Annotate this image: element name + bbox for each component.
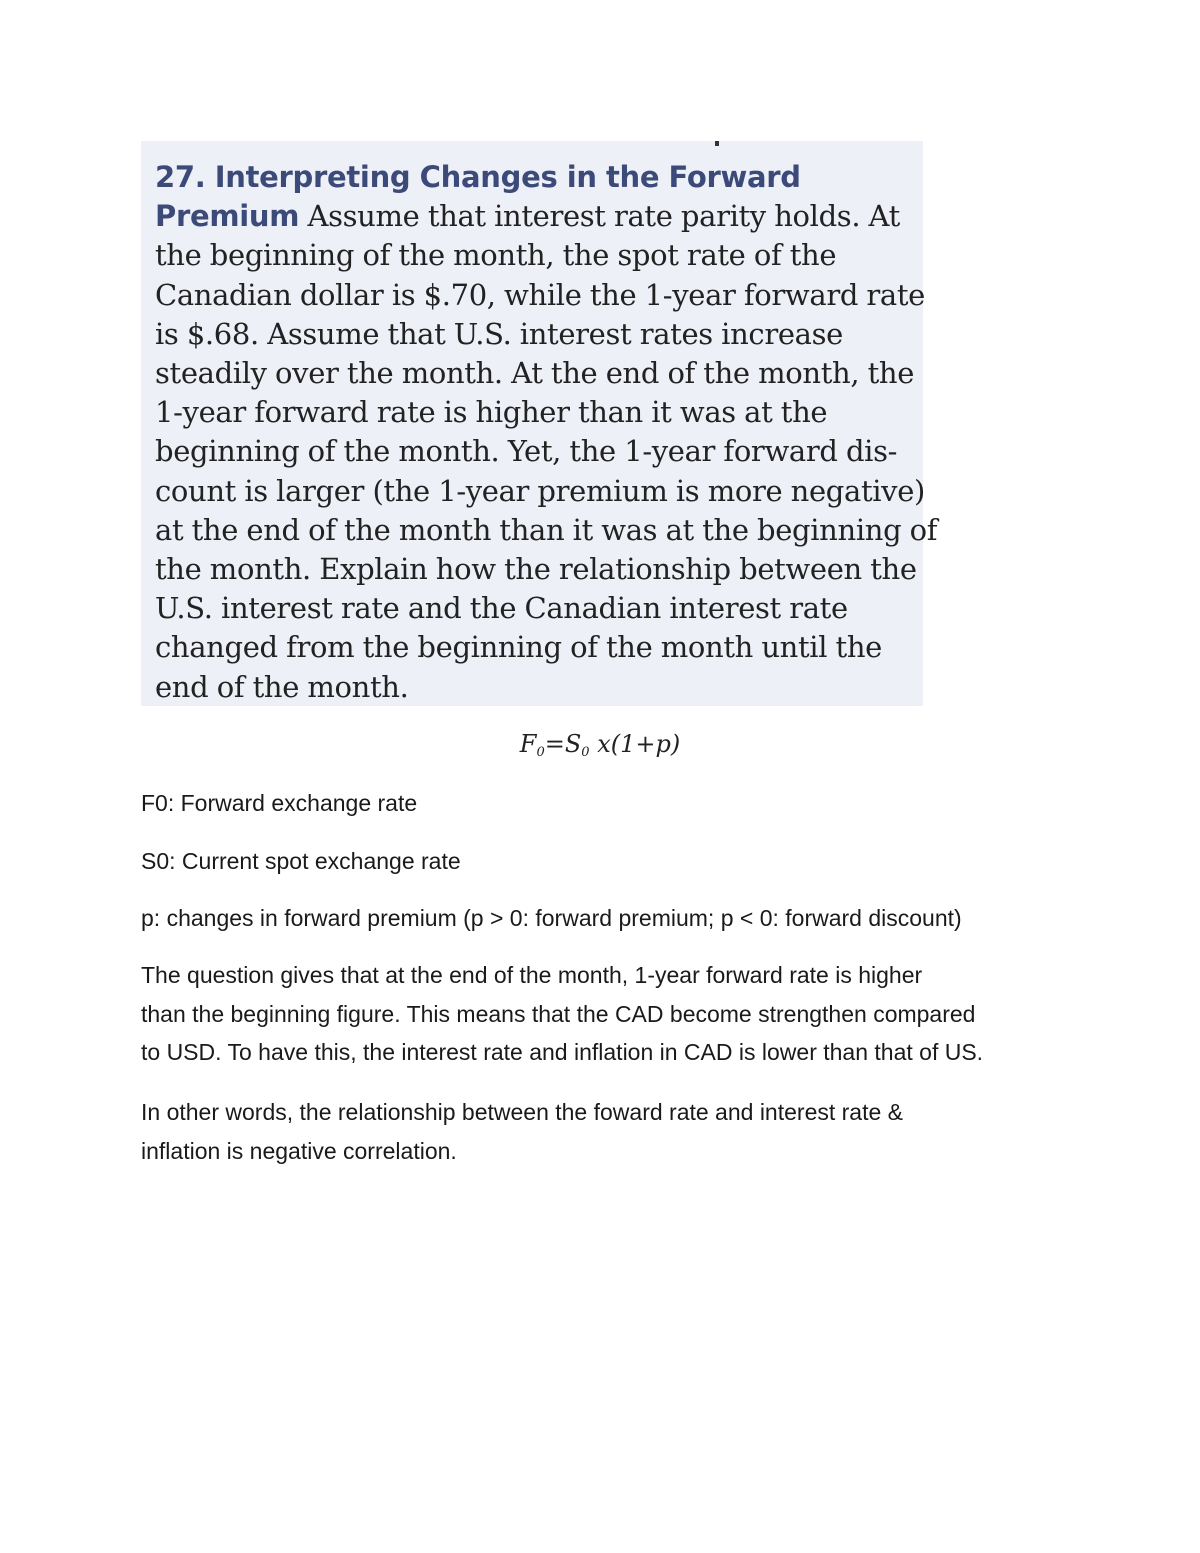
question-line: steadily over the month. At the end of the month, the [155, 356, 915, 391]
question-line: count is larger (the 1-year premium is more negative) [155, 473, 925, 508]
question-line: the month. Explain how the relationship between the [155, 552, 917, 587]
question-line [155, 197, 909, 236]
formula-forward-symbol: F [519, 730, 537, 758]
formula-spot-subscript: 0 [581, 745, 590, 760]
question-line: beginning of the month. Yet, the 1-year forward dis- [155, 434, 898, 469]
formula-forward-subscript: 0 [536, 745, 545, 760]
question-line: end of the month. [155, 669, 409, 704]
answer-line: inflation is negative correlation. [141, 1137, 457, 1164]
conclusion-paragraph [141, 1093, 1071, 1170]
answer-paragraph [141, 956, 1071, 1072]
definition-forward-rate: F0: Forward exchange rate [141, 790, 418, 816]
formula-rest: x(1+p) [589, 730, 681, 758]
definition-premium: p: changes in forward premium (p > 0: forward premium; p < 0: forward discount) [141, 905, 962, 931]
question-line: Canadian dollar is $.70, while the 1-year forward rate [155, 277, 925, 312]
cropped-mark [715, 141, 719, 146]
question-heading: 27. Interpreting Changes in the Forward [155, 160, 801, 194]
question-line-text: Assume that interest rate parity holds. At [299, 199, 900, 234]
answer-line: than the beginning figure. This means that the CAD become strengthen compared [141, 1000, 976, 1027]
answer-line: to USD. To have this, the interest rate and inflation in CAD is lower than that of US. [141, 1039, 984, 1065]
question-line: is $.68. Assume that U.S. interest rates increase [155, 316, 843, 351]
question-line: at the end of the month than it was at the beginning of [155, 512, 938, 547]
question-excerpt-image [141, 141, 938, 706]
answer-line: In other words, the relationship between the foward rate and interest rate & [141, 1099, 903, 1125]
formula-expression [520, 730, 680, 758]
question-line [155, 158, 909, 197]
definition-spot-rate: S0: Current spot exchange rate [141, 848, 461, 874]
forward-rate-formula [0, 730, 1200, 760]
question-line: U.S. interest rate and the Canadian interest rate [155, 591, 848, 626]
formula-equals: = [544, 730, 565, 758]
formula-spot-symbol: S [564, 730, 582, 758]
answer-line: The question gives that at the end of the month, 1-year forward rate is higher [141, 962, 923, 988]
question-text [155, 158, 938, 707]
question-heading: Premium [155, 199, 300, 234]
question-line: changed from the beginning of the month until the [155, 630, 882, 665]
question-line: the beginning of the month, the spot rate of the [155, 238, 837, 273]
question-line: 1-year forward rate is higher than it was at the [155, 395, 828, 430]
